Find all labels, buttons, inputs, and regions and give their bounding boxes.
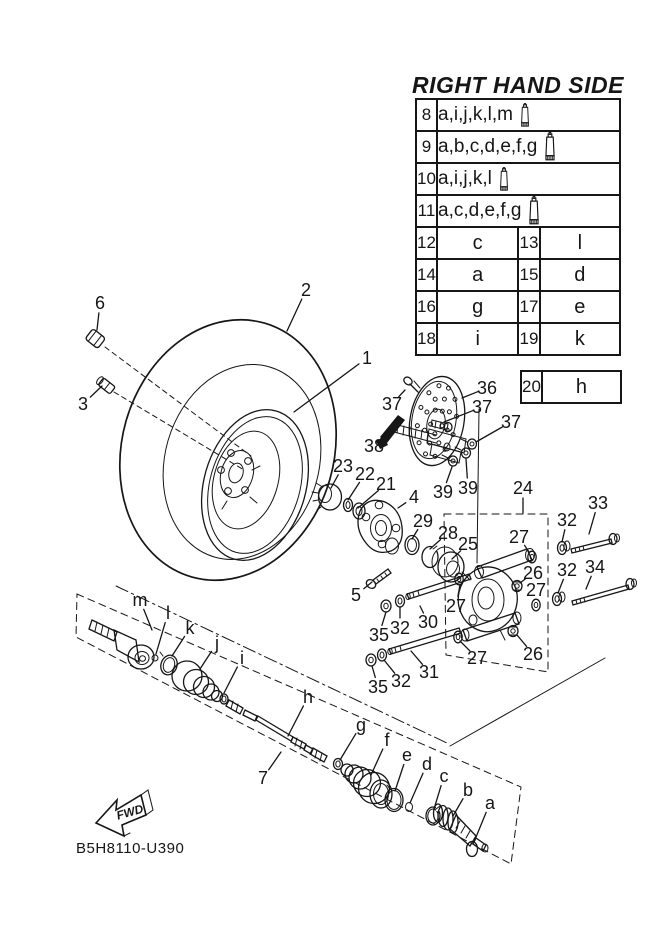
disc-hole [446, 386, 451, 391]
ref-number-cell: 14 [416, 259, 437, 291]
table-row [416, 227, 620, 259]
ref-letter-cell: k [540, 323, 620, 355]
cv-boot [341, 764, 392, 808]
part-callout-39: 39 [432, 482, 454, 502]
part-callout-24: 24 [512, 478, 534, 498]
part-callout-l: l [166, 603, 170, 623]
ref-number-cell: 13 [518, 227, 539, 259]
ref-letter-cell: g [437, 291, 518, 323]
caliper-bolt [461, 439, 477, 449]
part-callout-31: 31 [418, 662, 440, 682]
disc-hole [417, 440, 422, 445]
callout-leader-line [586, 576, 591, 589]
part-callout-32: 32 [556, 510, 578, 530]
ref-number-cell: 8 [416, 99, 437, 131]
part-callout-6: 6 [94, 293, 106, 313]
disc-hole [425, 410, 430, 415]
fwd-arrow [96, 790, 153, 836]
disc-hole [419, 405, 424, 410]
table-row [416, 131, 620, 163]
callout-leader-line [371, 749, 383, 775]
callout-leader-line [156, 623, 165, 654]
grease-reference-table-tail [520, 370, 622, 404]
part-callout-5: 5 [350, 585, 362, 605]
long-bolt [571, 534, 620, 554]
part-callout-e: e [401, 745, 413, 765]
callout-leader-line [97, 313, 99, 330]
part-callout-f: f [384, 730, 390, 750]
part-callout-c: c [439, 766, 449, 786]
part-callout-d: d [421, 754, 433, 774]
part-callout-26: 26 [522, 644, 544, 664]
part-callout-32: 32 [556, 560, 578, 580]
part-callout-27: 27 [445, 596, 467, 616]
ref-letter-cell: h [542, 371, 621, 403]
drive-shaft-assembly [76, 586, 521, 864]
callout-leader-line [364, 582, 372, 589]
ref-letter-cell: i [437, 323, 518, 355]
callout-leader-line [562, 530, 565, 542]
ref-letter-cell: a [437, 259, 518, 291]
part-callout-30: 30 [417, 612, 439, 632]
nut [381, 600, 391, 612]
callout-leader-line [340, 734, 356, 760]
long-bolt [572, 579, 637, 606]
washer [553, 592, 566, 606]
part-callout-36: 36 [476, 378, 498, 398]
part-callout-39: 39 [457, 478, 479, 498]
part-callout-b: b [462, 780, 474, 800]
ref-letter-cell: l [540, 227, 620, 259]
disc-hole [427, 390, 432, 395]
callout-leader-line [410, 773, 423, 803]
page-title: RIGHT HAND SIDE [412, 72, 624, 98]
part-callout-3: 3 [77, 394, 89, 414]
part-callout-37: 37 [500, 412, 522, 432]
part-callout-i: i [240, 648, 244, 668]
ref-number-cell: 10 [416, 163, 437, 195]
disc-hole [423, 452, 428, 457]
part-callout-2: 2 [300, 280, 312, 300]
washer [396, 595, 405, 607]
part-callout-38: 38 [363, 436, 385, 456]
disc-hole [433, 397, 438, 402]
part-callout-21: 21 [375, 474, 397, 494]
part-callout-25: 25 [457, 534, 479, 554]
part-callout-29: 29 [412, 511, 434, 531]
table-row [521, 371, 621, 403]
callout-leader-line [348, 482, 360, 500]
callout-leader-line [444, 411, 473, 422]
ref-letters: a,b,c,d,e,f,g [438, 136, 538, 157]
ref-number-cell: 15 [518, 259, 539, 291]
axle-shaft [226, 700, 327, 762]
part-callout-34: 34 [584, 557, 606, 577]
nut [366, 654, 376, 666]
ref-letter-cell: e [540, 291, 620, 323]
part-callout-26: 26 [522, 563, 544, 583]
lug-hole [225, 488, 232, 495]
ref-letters-cell [437, 195, 620, 227]
tire-and-rim [85, 294, 366, 606]
table-row [416, 259, 620, 291]
table-row [416, 323, 620, 355]
grease-tube-icon [528, 196, 540, 226]
part-callout-m: m [132, 590, 148, 610]
ref-letter-cell: d [540, 259, 620, 291]
callout-leader-line [398, 503, 406, 508]
ref-number-cell: 18 [416, 323, 437, 355]
ref-letters: a,i,j,k,l [438, 168, 492, 189]
clip [152, 655, 158, 661]
grease-tube-icon [520, 103, 530, 128]
part-callout-32: 32 [390, 671, 412, 691]
ref-number-cell: 11 [416, 195, 437, 227]
ref-letter-cell: c [437, 227, 518, 259]
grease-tube-icon [499, 167, 509, 192]
callout-leader-line [474, 812, 486, 842]
callout-leader-line [294, 364, 359, 412]
callout-leader-line [224, 667, 237, 693]
fwd-arrow-label: FWD [114, 801, 145, 823]
part-callout-4: 4 [408, 487, 420, 507]
part-callout-22: 22 [354, 464, 376, 484]
callout-leader-line [395, 765, 404, 792]
ref-number-cell: 20 [521, 371, 542, 403]
callout-leader-line [382, 612, 386, 625]
callout-leader-line [287, 299, 302, 331]
part-callout-37: 37 [381, 394, 403, 414]
callout-leader-line [466, 459, 467, 478]
ref-letters: a,i,j,k,l,m [438, 104, 513, 125]
washer [558, 541, 571, 555]
disc-hole [437, 383, 442, 388]
part-callout-35: 35 [367, 677, 389, 697]
callout-leader-line [446, 467, 452, 483]
part-callout-k: k [185, 618, 195, 638]
cv-boot [172, 661, 223, 702]
ref-number-cell: 16 [416, 291, 437, 323]
ref-number-cell: 17 [518, 291, 539, 323]
collar [532, 599, 540, 611]
ref-letters-cell [437, 99, 620, 131]
part-callout-27: 27 [508, 527, 530, 547]
inner-cv-joint [89, 620, 154, 669]
disc-hole [447, 409, 452, 414]
callout-leader-line [172, 636, 185, 656]
part-callout-1: 1 [361, 348, 373, 368]
part-callout-37: 37 [471, 397, 493, 417]
ref-number-cell: 9 [416, 131, 437, 163]
part-callout-28: 28 [437, 523, 459, 543]
callout-leader-line [476, 427, 502, 442]
callout-leader-line [200, 651, 212, 669]
callout-leader-line [372, 666, 375, 677]
part-callout-27: 27 [525, 580, 547, 600]
part-callout-7: 7 [257, 768, 269, 788]
callout-leader-line [589, 513, 595, 534]
drawing-number: B5H8110-U390 [76, 840, 185, 857]
callout-leader-line [269, 752, 281, 770]
valve-cap [85, 329, 106, 349]
grease-tube-icon [544, 132, 556, 162]
washer [378, 649, 387, 661]
callout-leader-line [144, 609, 152, 630]
grease-reference-table [415, 98, 621, 356]
part-callout-j: j [215, 633, 219, 653]
part-callout-33: 33 [587, 493, 609, 513]
hub-bolt [365, 569, 391, 590]
table-row [416, 195, 620, 227]
part-callout-32: 32 [389, 618, 411, 638]
callout-leader-line [90, 386, 102, 397]
lug-hole [245, 458, 252, 465]
disc-hole [415, 423, 420, 428]
part-callout-a: a [484, 793, 496, 813]
disc-hole [442, 397, 447, 402]
callout-leader-line [558, 579, 563, 593]
valve-stem [95, 376, 115, 394]
part-callout-g: g [355, 715, 367, 735]
ref-letters: a,c,d,e,f,g [438, 200, 522, 221]
table-row [416, 291, 620, 323]
clip [406, 803, 413, 812]
table-row [416, 99, 620, 131]
part-callout-h: h [302, 687, 314, 707]
disc-hole [437, 441, 442, 446]
table-row [416, 163, 620, 195]
ref-number-cell: 19 [518, 323, 539, 355]
ref-number-cell: 12 [416, 227, 437, 259]
ref-letters-cell [437, 163, 620, 195]
callout-leader-line [453, 799, 463, 816]
part-callout-23: 23 [332, 456, 354, 476]
part-callout-35: 35 [368, 625, 390, 645]
ref-letters-cell [437, 131, 620, 163]
part-callout-27: 27 [466, 648, 488, 668]
callout-leader-line [288, 706, 303, 736]
